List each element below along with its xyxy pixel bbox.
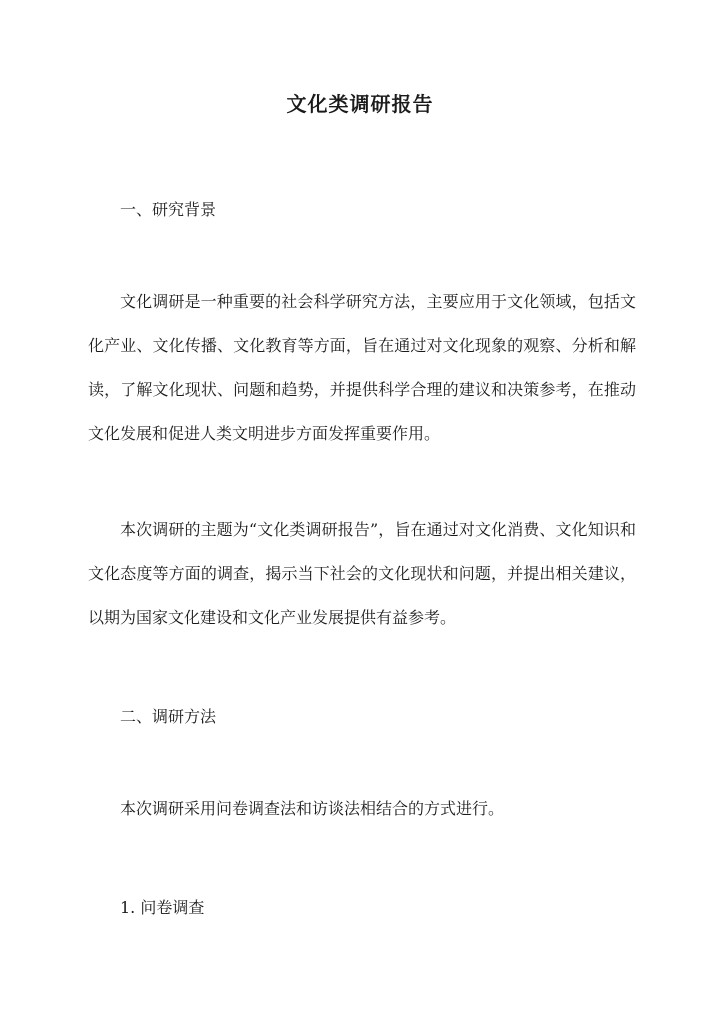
section-heading-research-method: 二、调研方法 bbox=[120, 707, 217, 726]
paragraph-research-background-1: 文化调研是一种重要的社会科学研究方法，主要应用于文化领域，包括文化产业、文化传播、文化教育等方面，旨在通过对文化现象的观察、分析和解读，了解文化现状、问题和趋势，并提供科学合理的建议和决策参考，在推动文化发展和促进人类文明进步方面发挥重要作用。 bbox=[88, 292, 636, 443]
document-title: 文化类调研报告 bbox=[286, 92, 434, 116]
paragraph-research-background-2: 本次调研的主题为“文化类调研报告”，旨在通过对文化消费、文化知识和文化态度等方面的调查，揭示当下社会的文化现状和问题，并提出相关建议，以期为国家文化建设和文化产业发展提供有益参考。 bbox=[88, 520, 636, 627]
subsection-heading-questionnaire: 1. 问卷调查 bbox=[120, 898, 205, 917]
paragraph-research-method: 本次调研采用问卷调查法和访谈法相结合的方式进行。 bbox=[120, 799, 505, 818]
section-heading-research-background: 一、研究背景 bbox=[120, 200, 217, 219]
